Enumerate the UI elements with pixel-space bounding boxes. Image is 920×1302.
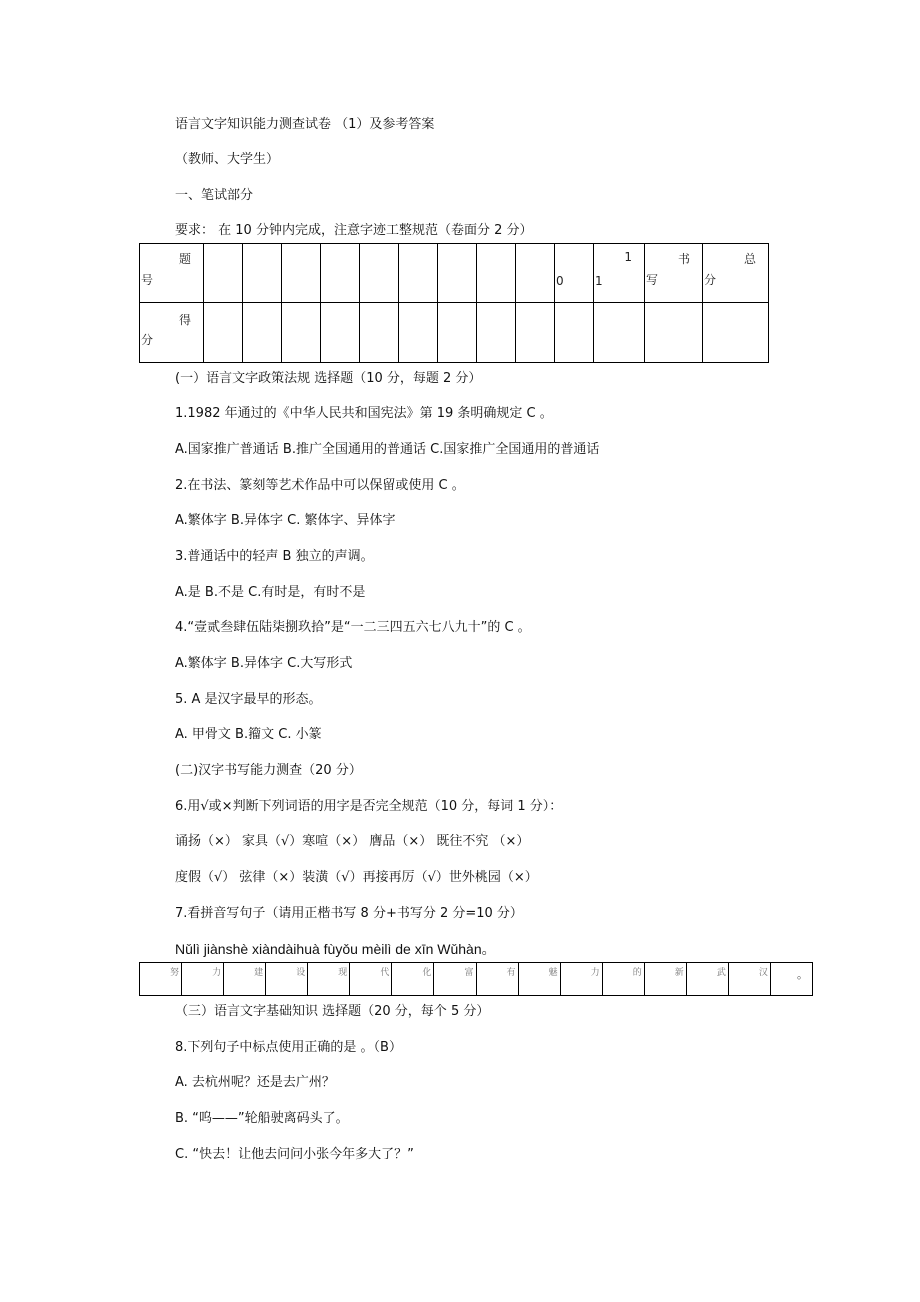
handwriting-cell: 书 写 xyxy=(645,244,703,303)
question-2: 2.在书法、篆刻等艺术作品中可以保留或使用 C 。 xyxy=(175,478,465,493)
score-cell[interactable] xyxy=(555,303,594,363)
score-cell[interactable] xyxy=(204,303,243,363)
question-8-option-c: C. “快去！让他去问问小张今年多大了？” xyxy=(175,1147,414,1162)
score-cell[interactable] xyxy=(438,303,477,363)
score-cell[interactable] xyxy=(594,303,645,363)
score-cell[interactable] xyxy=(321,303,360,363)
writing-box[interactable]: 现 xyxy=(308,963,350,995)
question-8-option-b: B. “呜——”轮船驶离码头了。 xyxy=(175,1111,349,1126)
writing-boxes xyxy=(139,962,813,996)
writing-box[interactable]: 力 xyxy=(561,963,603,995)
question-7: 7.看拼音写句子（请用正楷书写 8 分+书写分 2 分=10 分） xyxy=(175,906,523,921)
document-title: 语言文字知识能力测查试卷 （1）及参考答案 xyxy=(175,117,435,132)
cell xyxy=(399,244,438,303)
writing-box[interactable]: 。 xyxy=(797,968,808,981)
document-subtitle: （教师、大学生） xyxy=(175,152,280,167)
question-8-option-a: A. 去杭州呢？还是去广州？ xyxy=(175,1075,335,1090)
cell xyxy=(438,244,477,303)
score-cell[interactable] xyxy=(282,303,321,363)
writing-box[interactable]: 努 xyxy=(140,963,182,995)
cell xyxy=(477,244,516,303)
writing-box[interactable]: 魅 xyxy=(519,963,561,995)
writing-box[interactable]: 代 xyxy=(350,963,392,995)
part1-heading: 一、笔试部分 xyxy=(175,188,254,203)
section3-heading: （三）语言文字基础知识 选择题（20 分，每个 5 分） xyxy=(175,1004,490,1019)
question-2-options: A.繁体字 B.异体字 C. 繁体字、异体字 xyxy=(175,513,396,528)
score-cell[interactable] xyxy=(243,303,282,363)
score-cell[interactable] xyxy=(477,303,516,363)
question-6: 6.用√或×判断下列词语的用字是否完全规范（10 分，每词 1 分）： xyxy=(175,799,563,814)
score-cell[interactable] xyxy=(516,303,555,363)
writing-box[interactable]: 富 xyxy=(434,963,476,995)
writing-box[interactable]: 武 xyxy=(687,963,729,995)
cell xyxy=(360,244,399,303)
requirement-text: 要求： 在 10 分钟内完成，注意字迹工整规范（卷面分 2 分） xyxy=(175,223,533,238)
question-3-options: A.是 B.不是 C.有时是，有时不是 xyxy=(175,585,366,600)
writing-box[interactable]: 建 xyxy=(224,963,266,995)
question-7-pinyin: Nǔlì jiànshè xiàndàihuà fùyǒu mèilì de xīn Wǔhàn。 xyxy=(175,941,496,957)
cell xyxy=(204,244,243,303)
section1-heading: (一）语言文字政策法规 选择题（10 分，每题 2 分） xyxy=(175,371,482,386)
writing-box[interactable]: 汉 xyxy=(729,963,771,995)
score-label: 得 分 xyxy=(140,303,204,363)
writing-box[interactable]: 新 xyxy=(645,963,687,995)
cell xyxy=(321,244,360,303)
question-5-options: A. 甲骨文 B.籀文 C. 小篆 xyxy=(175,727,322,742)
question-4: 4.“壹贰叁肆伍陆柒捌玖拾”是“一二三四五六七八九十”的 C 。 xyxy=(175,620,531,635)
writing-box[interactable]: 的 xyxy=(603,963,645,995)
question-number-label: 题 号 xyxy=(140,244,204,303)
cell xyxy=(282,244,321,303)
question-10-cell: 0 xyxy=(555,244,594,303)
writing-box[interactable]: 设 xyxy=(266,963,308,995)
total-cell: 总 分 xyxy=(703,244,769,303)
score-table-row-number xyxy=(140,244,769,303)
question-4-options: A.繁体字 B.异体字 C.大写形式 xyxy=(175,656,353,671)
cell xyxy=(243,244,282,303)
writing-box[interactable]: 有 xyxy=(477,963,519,995)
score-cell[interactable] xyxy=(645,303,703,363)
question-5: 5. A 是汉字最早的形态。 xyxy=(175,692,322,707)
writing-box[interactable]: 化 xyxy=(392,963,434,995)
question-6-line-1: 诵扬（×） 家具（√）寒喧（×） 膺品（×） 既往不究 （×） xyxy=(175,834,530,849)
writing-box[interactable]: 力 xyxy=(182,963,224,995)
question-1: 1.1982 年通过的《中华人民共和国宪法》第 19 条明确规定 C 。 xyxy=(175,406,553,421)
cell xyxy=(516,244,555,303)
score-cell[interactable] xyxy=(703,303,769,363)
question-1-options: A.国家推广普通话 B.推广全国通用的普通话 C.国家推广全国通用的普通话 xyxy=(175,442,600,457)
question-3: 3.普通话中的轻声 B 独立的声调。 xyxy=(175,549,374,564)
score-cell[interactable] xyxy=(399,303,438,363)
score-table-row-score xyxy=(140,303,769,363)
section2-heading: (二)汉字书写能力测查（20 分） xyxy=(175,763,362,778)
question-8: 8.下列句子中标点使用正确的是 。（B） xyxy=(175,1040,402,1055)
question-11-cell: 1 1 xyxy=(594,244,645,303)
score-cell[interactable] xyxy=(360,303,399,363)
score-table xyxy=(139,243,769,363)
question-6-line-2: 度假（√） 弦律（×）装潢（√）再接再厉（√）世外桃园（×） xyxy=(175,870,538,885)
